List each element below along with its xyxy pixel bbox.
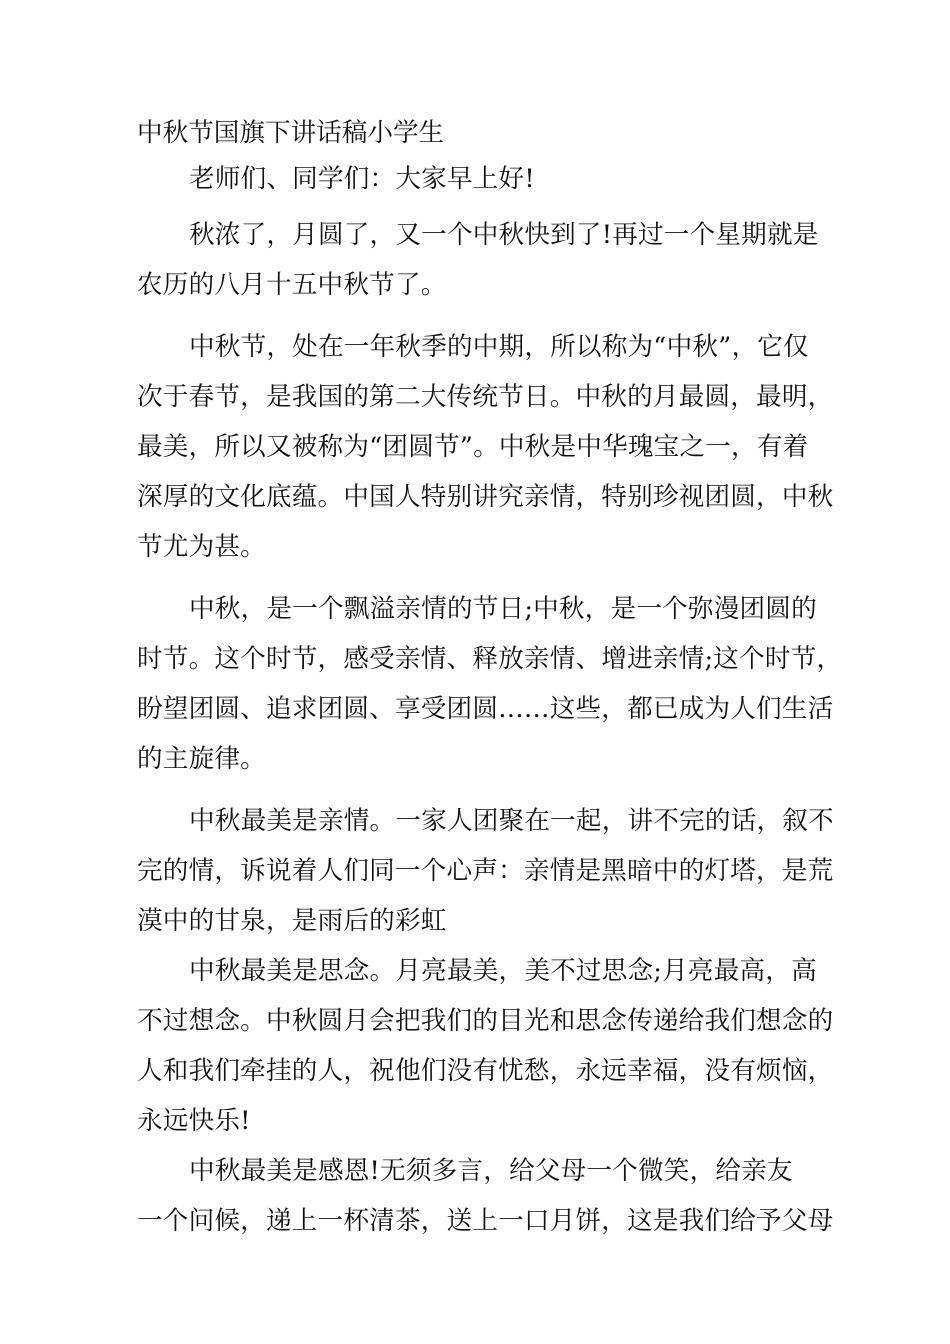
greeting: 老师们、同学们：大家早上好! bbox=[189, 164, 535, 194]
paragraph-line: 次于春节，是我国的第二大传统节日。中秋的月最圆，最明， bbox=[137, 382, 834, 412]
paragraph-line: 中秋，是一个飘溢亲情的节日;中秋，是一个弥漫团圆的 bbox=[189, 594, 817, 624]
paragraph-line: 中秋节，处在一年秋季的中期，所以称为“中秋”，它仅 bbox=[189, 332, 809, 362]
document-title: 中秋节国旗下讲话稿小学生 bbox=[137, 118, 445, 148]
paragraph-line: 中秋最美是亲情。一家人团聚在一起，讲不完的话，叙不 bbox=[189, 806, 834, 836]
paragraph-line: 不过想念。中秋圆月会把我们的目光和思念传递给我们想念的 bbox=[137, 1006, 834, 1036]
paragraph-line: 农历的八月十五中秋节了。 bbox=[137, 270, 447, 300]
paragraph-line: 盼望团圆、追求团圆、享受团圆……这些，都已成为人们生活 bbox=[137, 694, 834, 724]
paragraph bbox=[137, 1146, 834, 1246]
paragraph bbox=[137, 584, 843, 784]
paragraph bbox=[137, 796, 834, 946]
paragraph-line: 漠中的甘泉，是雨后的彩虹 bbox=[137, 906, 447, 936]
paragraph bbox=[137, 210, 827, 310]
paragraph-line: 节尤为甚。 bbox=[137, 532, 266, 562]
paragraph-line: 中秋最美是思念。月亮最美，美不过思念;月亮最高，高 bbox=[189, 956, 817, 986]
document-body bbox=[137, 112, 843, 1246]
paragraph-line: 一个问候，递上一杯清茶，送上一口月饼，这是我们给予父母 bbox=[137, 1206, 834, 1236]
paragraph-line: 秋浓了，月圆了，又一个中秋快到了!再过一个星期就是 bbox=[189, 220, 819, 250]
paragraph-line: 完的情，诉说着人们同一个心声：亲情是黑暗中的灯塔，是荒 bbox=[137, 856, 834, 886]
paragraph bbox=[137, 946, 834, 1146]
paragraph bbox=[137, 322, 834, 572]
paragraph-line: 深厚的文化底蕴。中国人特别讲究亲情，特别珍视团圆，中秋 bbox=[137, 482, 834, 512]
paragraph-line: 中秋最美是感恩!无须多言，给父母一个微笑，给亲友 bbox=[189, 1156, 793, 1186]
paragraph-line: 的主旋律。 bbox=[137, 744, 266, 774]
paragraph-line: 永远快乐! bbox=[137, 1106, 251, 1136]
paragraph-line: 时节。这个时节，感受亲情、释放亲情、增进亲情;这个时节， bbox=[137, 644, 843, 674]
paragraph-line: 最美，所以又被称为“团圆节”。中秋是中华瑰宝之一，有着 bbox=[137, 432, 809, 462]
paragraph-line: 人和我们牵挂的人，祝他们没有忧愁，永远幸福，没有烦恼， bbox=[137, 1056, 834, 1086]
